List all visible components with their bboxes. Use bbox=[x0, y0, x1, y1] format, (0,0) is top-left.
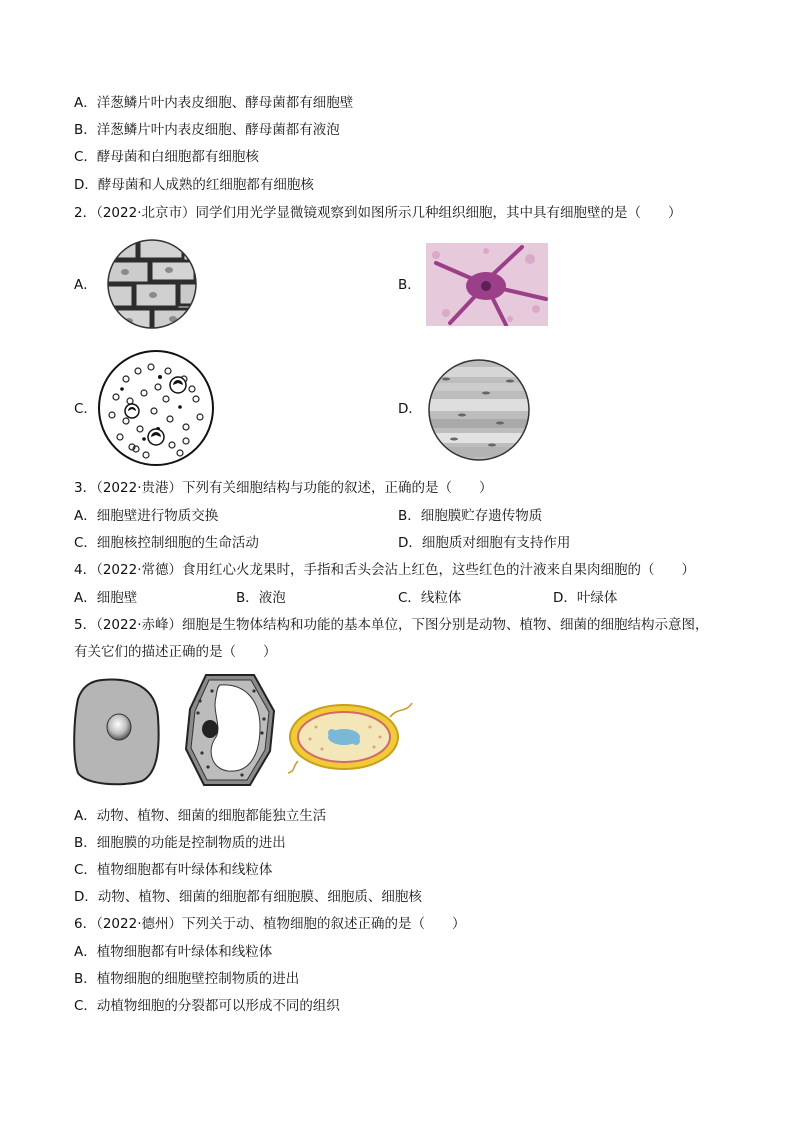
blood-smear-drawing bbox=[96, 349, 216, 467]
q5-option-d: D．动物、植物、细菌的细胞都有细胞膜、细胞质、细胞核 bbox=[74, 889, 422, 905]
q3-option-a: A．细胞壁进行物质交换 bbox=[74, 508, 219, 524]
q6-stem: 6．（2022·德州）下列关于动、植物细胞的叙述正确的是（ ） bbox=[74, 916, 466, 932]
q6-option-c: C．动植物细胞的分裂都可以形成不同的组织 bbox=[74, 998, 340, 1014]
q6-option-b: B．植物细胞的细胞壁控制物质的进出 bbox=[74, 971, 300, 987]
q2-label-c: C． bbox=[74, 401, 97, 417]
q2-label-a: A． bbox=[74, 277, 97, 293]
q3-option-d: D．细胞质对细胞有支持作用 bbox=[398, 535, 571, 551]
plant-cell-diagram bbox=[182, 671, 276, 789]
bacterium-cell-diagram bbox=[286, 697, 416, 775]
q1-option-d: D．酵母菌和人成熟的红细胞都有细胞核 bbox=[74, 177, 314, 193]
q5-option-c: C．植物细胞都有叶绿体和线粒体 bbox=[74, 862, 273, 878]
q2-label-d: D． bbox=[398, 401, 422, 417]
q3-option-b: B．细胞膜贮存遗传物质 bbox=[398, 508, 543, 524]
q4-option-b: B．液泡 bbox=[236, 590, 286, 606]
q4-option-a: A．细胞壁 bbox=[74, 590, 138, 606]
q1-option-b: B．洋葱鳞片叶内表皮细胞、酵母菌都有液泡 bbox=[74, 122, 340, 138]
animal-cell-diagram bbox=[72, 677, 162, 787]
muscle-tissue-micrograph bbox=[426, 359, 532, 461]
q5-option-a: A．动物、植物、细菌的细胞都能独立生活 bbox=[74, 808, 327, 824]
q1-option-a: A．洋葱鳞片叶内表皮细胞、酵母菌都有细胞壁 bbox=[74, 95, 354, 111]
q5-stem-line1: 5．（2022·赤峰）细胞是生物体结构和功能的基本单位，下图分别是动物、植物、细菌的细胞结构示意图， bbox=[74, 617, 709, 633]
neuron-micrograph bbox=[426, 243, 548, 326]
q4-stem: 4．（2022·常德）食用红心火龙果时，手指和舌头会沾上红色，这些红色的汁液来自果肉细胞的（ ） bbox=[74, 562, 695, 578]
q6-option-a: A．植物细胞都有叶绿体和线粒体 bbox=[74, 944, 273, 960]
q5-option-b: B．细胞膜的功能是控制物质的进出 bbox=[74, 835, 286, 851]
onion-epidermis-micrograph bbox=[107, 237, 197, 331]
q5-stem-line2: 有关它们的描述正确的是（ ） bbox=[74, 644, 277, 660]
q2-label-b: B． bbox=[398, 277, 421, 293]
q2-stem: 2．（2022·北京市）同学们用光学显微镜观察到如图所示几种组织细胞，其中具有细胞壁的是（ ） bbox=[74, 205, 682, 221]
q1-option-c: C．酵母菌和白细胞都有细胞核 bbox=[74, 149, 259, 165]
q4-option-d: D．叶绿体 bbox=[553, 590, 618, 606]
q4-option-c: C．线粒体 bbox=[398, 590, 462, 606]
q3-stem: 3．（2022·贵港）下列有关细胞结构与功能的叙述，正确的是（ ） bbox=[74, 480, 493, 496]
q3-option-c: C．细胞核控制细胞的生命活动 bbox=[74, 535, 259, 551]
